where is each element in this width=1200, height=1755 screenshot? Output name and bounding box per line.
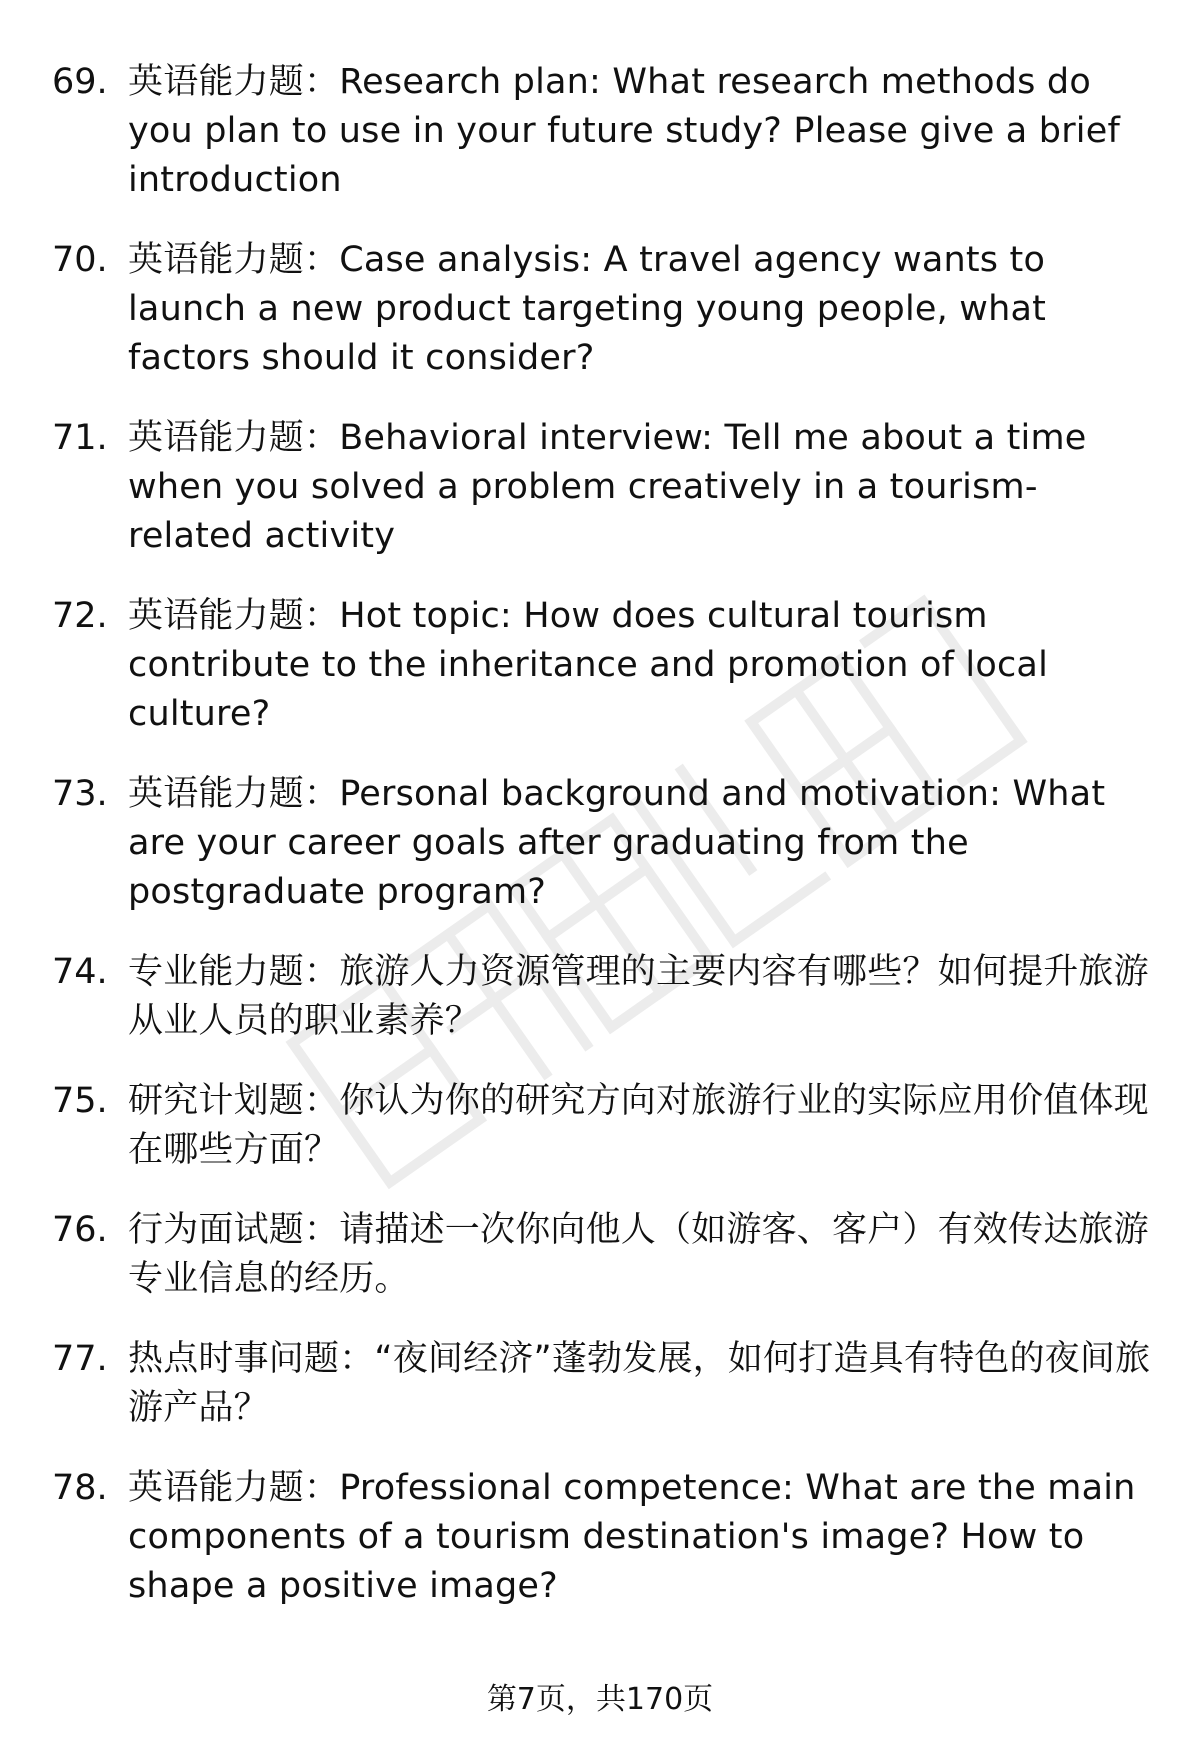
question-number: 74. <box>52 952 108 992</box>
question-item <box>52 1077 1162 1175</box>
question-number: 76. <box>52 1210 108 1250</box>
question-text: 研究计划题：你认为你的研究方向对旅游行业的实际应用价值体现在哪些方面？ <box>128 1081 1149 1170</box>
question-list <box>52 58 1162 1642</box>
question-item <box>52 948 1162 1046</box>
question-number: 75. <box>52 1081 108 1121</box>
question-number: 78. <box>52 1468 108 1508</box>
question-text: 英语能力题：Personal background and motivation: What are your career goals after graduating from the postgraduate program? <box>128 774 1106 912</box>
question-item <box>52 592 1162 739</box>
question-text: 英语能力题：Research plan: What research methods do you plan to use in your future study? Please give a brief introduction <box>128 62 1120 200</box>
question-text: 英语能力题：Case analysis: A travel agency wants to launch a new product targeting young people, what factors should it consider? <box>128 240 1047 378</box>
question-number: 72. <box>52 596 108 636</box>
question-item <box>52 1335 1162 1433</box>
question-text: 英语能力题：Behavioral interview: Tell me about a time when you solved a problem creatively in a tourism-related activity <box>128 418 1087 556</box>
question-item <box>52 1464 1162 1611</box>
question-item <box>52 58 1162 205</box>
question-text: 英语能力题：Hot topic: How does cultural tourism contribute to the inheritance and promotion of local culture? <box>128 596 1048 734</box>
question-number: 70. <box>52 240 108 280</box>
page-number-footer: 第7页，共170页 <box>486 1682 714 1717</box>
question-number: 69. <box>52 62 108 102</box>
question-number: 73. <box>52 774 108 814</box>
question-item <box>52 236 1162 383</box>
question-item <box>52 1206 1162 1304</box>
question-text: 行为面试题：请描述一次你向他人（如游客、客户）有效传达旅游专业信息的经历。 <box>128 1210 1149 1299</box>
question-text: 英语能力题：Professional competence: What are the main components of a tourism destination's image? How to shape a positive image? <box>128 1468 1136 1606</box>
question-item <box>52 414 1162 561</box>
question-item <box>52 770 1162 917</box>
question-number: 71. <box>52 418 108 458</box>
question-number: 77. <box>52 1339 108 1379</box>
question-text: 热点时事问题：“夜间经济”蓬勃发展，如何打造具有特色的夜间旅游产品？ <box>128 1339 1151 1428</box>
question-text: 专业能力题：旅游人力资源管理的主要内容有哪些？如何提升旅游从业人员的职业素养？ <box>128 952 1149 1041</box>
